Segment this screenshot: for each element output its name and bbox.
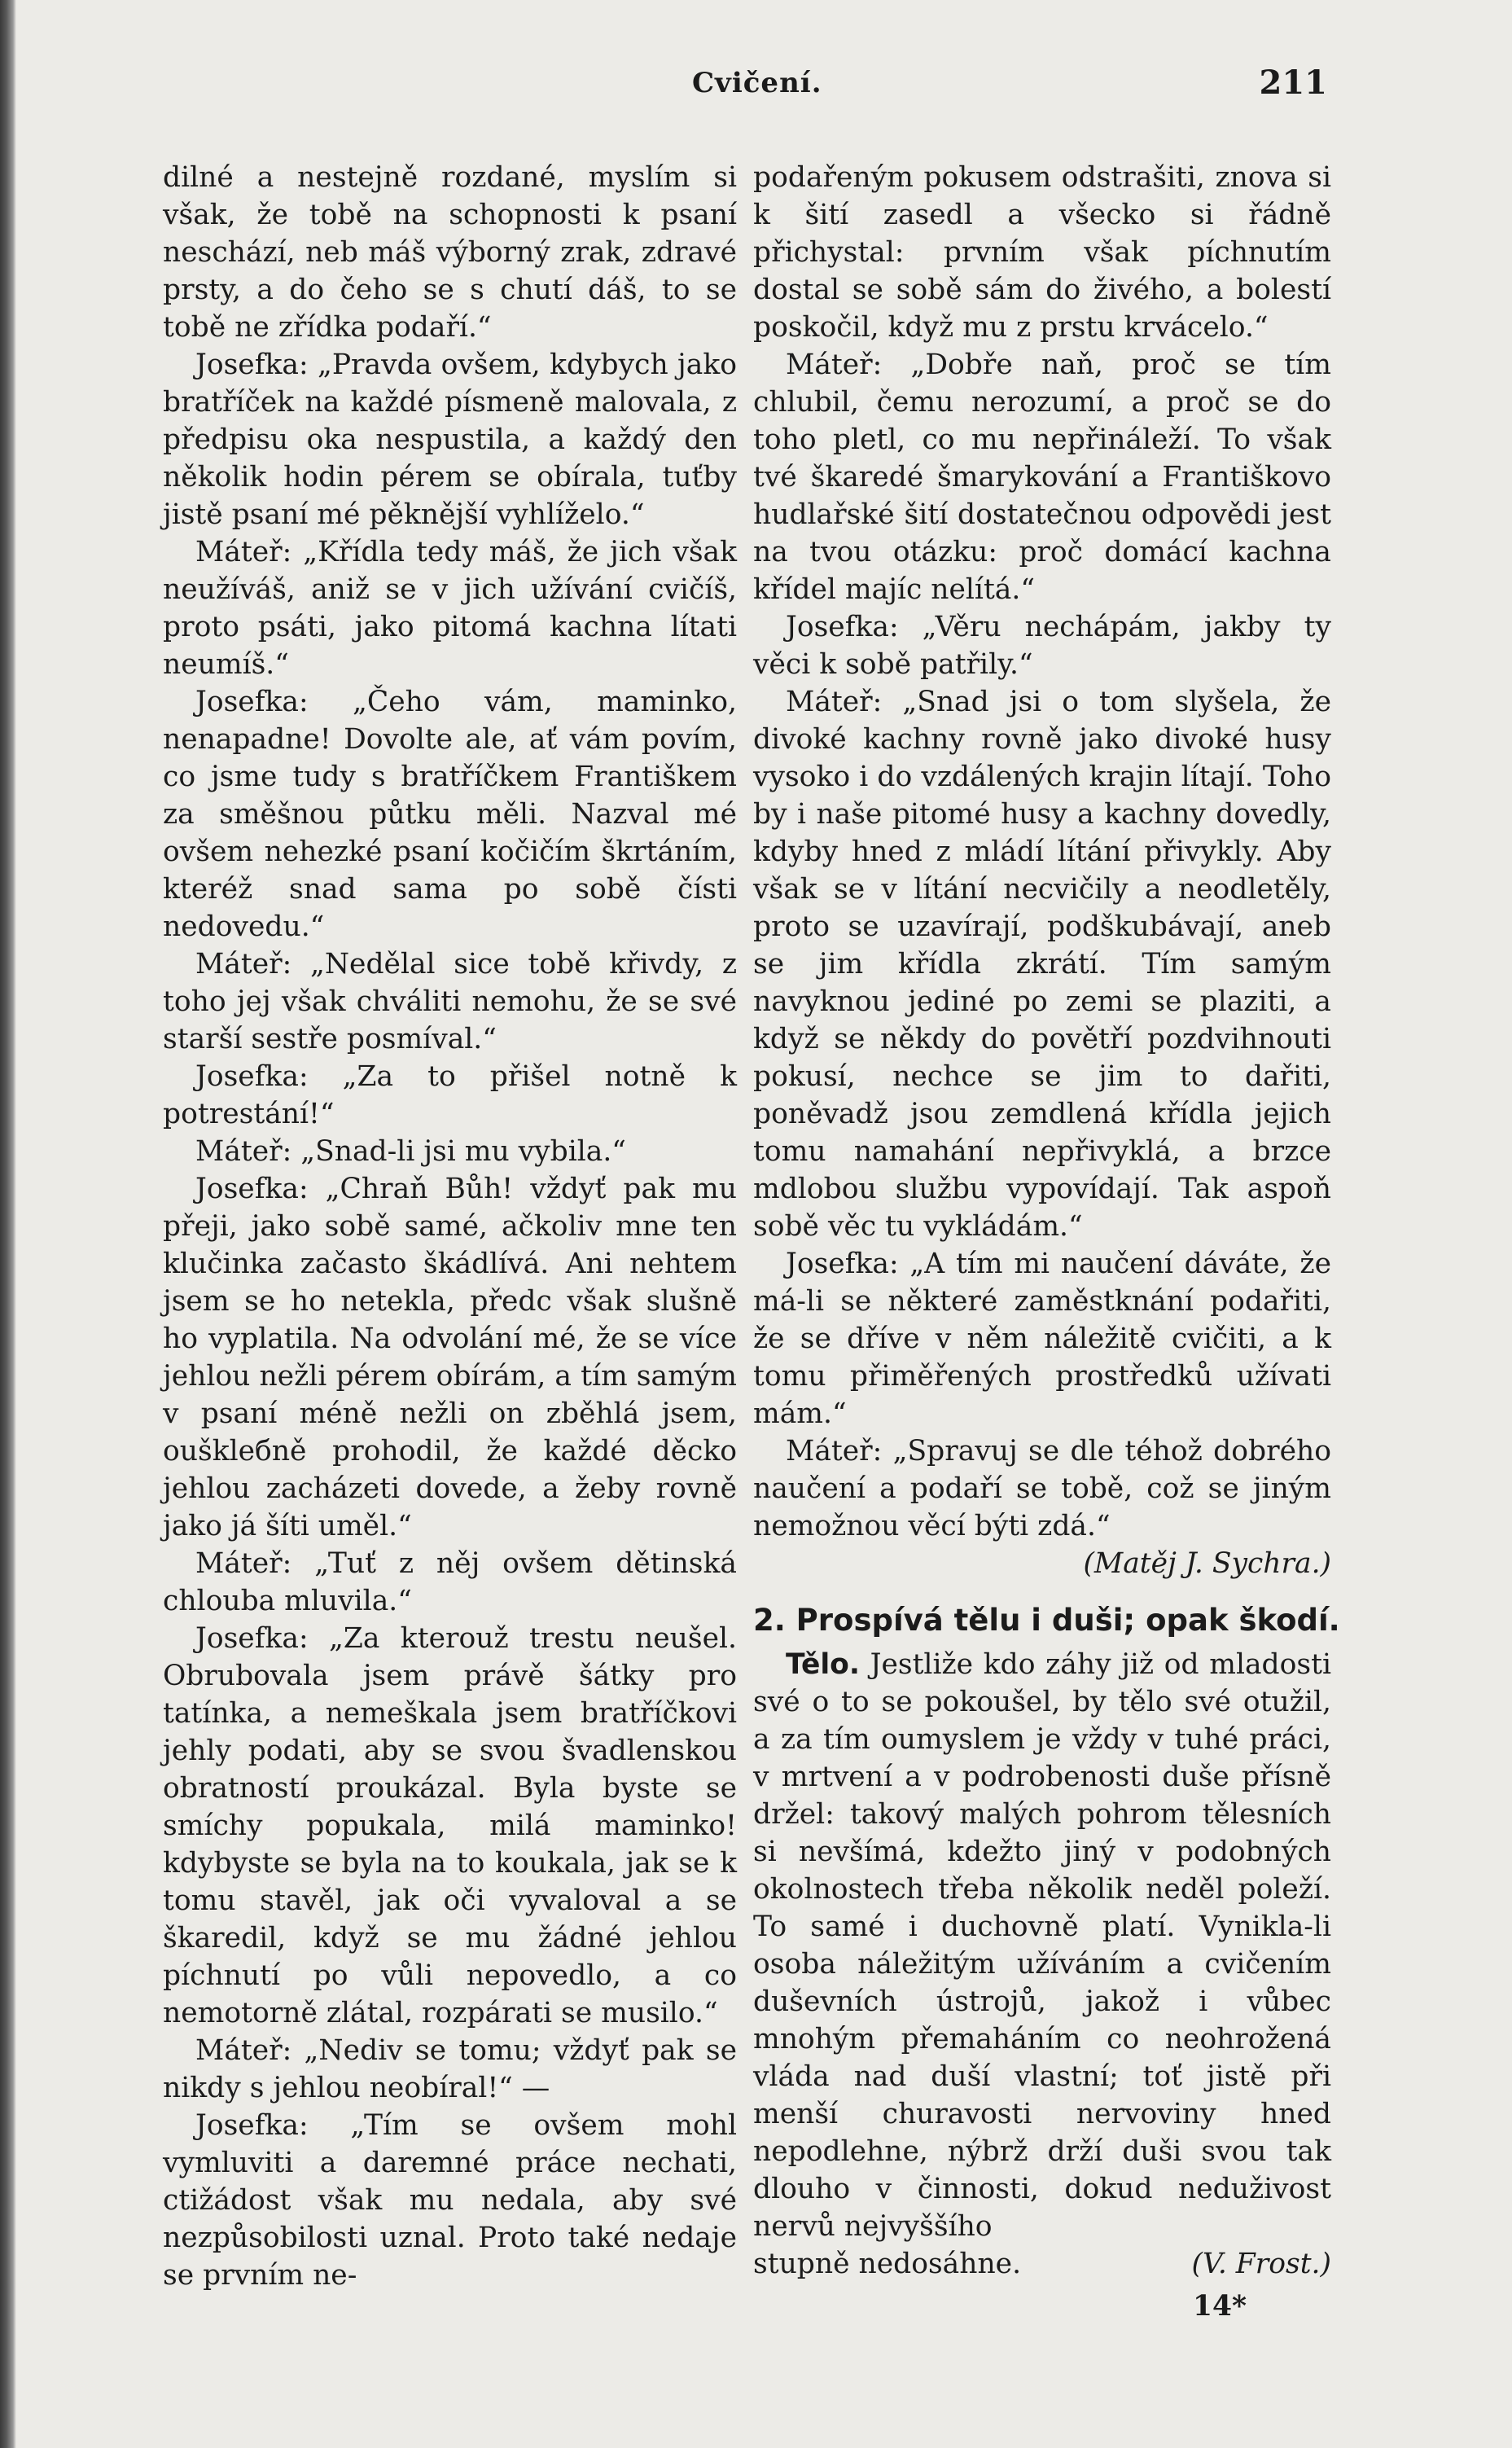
paragraph: Máteř: „Snad jsi o tom slyšela, že divoké kachny rovně jako divoké husy vysoko i do vzdálených krajin lítají. Toho by i naše pitomé husy a kachny dovedly, kdyby hned z mládí lítání přivykly. Aby však se v lítání necvičily a neodletěly, proto se uzavírají, podškubávají, aneb se jim křídla zkrátí. Tím samým navyknou jediné po zemi se plaziti, a když se někdy do povětří pozdvihnouti pokusí, nechce se jim to dařiti, poněvadž jsou zemdlená křídla jejich tomu namahání nepřivyklá, a brzce mdlobou službu vypovídají. Tak aspoň sobě věc tu vykládám.“ xyxy=(753,686,1331,1243)
section-heading: 2. Prospívá tělu i duši; opak škodí. xyxy=(753,1603,1340,1638)
paragraph: dilné a nestejně rozdané, myslím si však, že tobě na schopnosti k psaní neschází, neb máš výborný zrak, zdravé prsty, a do čeho se s chutí dáš, to se tobě ne zřídka podaří.“ xyxy=(163,161,737,344)
paragraph: Máteř: „Nediv se tomu; vždyť pak se nikdy s jehlou neobíral!“ — xyxy=(163,2034,737,2104)
paragraph: Josefka: „Za to přišel notně k potrestání!“ xyxy=(163,1060,737,1130)
running-title: Cvičení. xyxy=(692,67,822,99)
sheet-signature-mark: 14* xyxy=(1193,2290,1247,2323)
book-binding-edge xyxy=(0,0,16,2448)
running-header xyxy=(163,64,1327,116)
section-last-line: stupně nedosáhne. xyxy=(753,2248,1022,2280)
paragraph: Josefka: „Čeho vám, maminko, nenapadne! Dovolte ale, ať vám povím, co jsme tudy s bratříčkem Františkem za směšnou půtku měli. Nazval mé ovšem nehezké psaní kočičím škrtáním, kteréž snad sama po sobě čísti nedovedu.“ xyxy=(163,686,737,943)
paragraph: Josefka: „Věru nechápám, jakby ty věci k sobě patřily.“ xyxy=(753,611,1331,681)
paragraph: Máteř: „Dobře naň, proč se tím chlubil, čemu nerozumí, a proč se do toho pletl, co mu nepřináleží. To však tvé škaredé šmarykování a Františkovo hudlařské šití dostatečnou odpovědi jest na tvou otázku: proč domácí kachna křídel majíc nelítá.“ xyxy=(753,349,1331,606)
paragraph: Máteř: „Nedělal sice tobě křivdy, z toho jej však chváliti nemohu, že se své starší sestře posmíval.“ xyxy=(163,948,737,1055)
paragraph: Máteř: „Křídla tedy máš, že jich však neužíváš, aniž se v jich užívání cvičíš, proto psáti, jako pitomá kachna lítati neumíš.“ xyxy=(163,536,737,681)
paragraph: Josefka: „Chraň Bůh! vždyť pak mu přeji, jako sobě samé, ačkoliv mne ten klučinka začasto škádlívá. Ani nehtem jsem se ho netekla, předc však slušně ho vyplatila. Na odvolání mé, že se více jehlou nežli pérem obírám, a tím samým v psaní méně nežli on zběhlá jsem, ouškleбně prohodil, že každé děcko jehlou zacházeti dovede, a žeby rovně jako já šíti uměl.“ xyxy=(163,1173,737,1542)
paragraph: Josefka: „A tím mi naučení dáváte, že má-li se některé zaměstknání podařiti, že se dříve v něm náležitě cvičiti, a k tomu přiměřených prostředků užívati mám.“ xyxy=(753,1248,1331,1430)
section-paragraph xyxy=(753,1646,1331,2245)
section-closing-line xyxy=(753,2245,1331,2283)
paragraph: Máteř: „Spravuj se dle téhož dobrého naučení a podaří se tobě, což se jiným nemožnou věcí býti zdá.“ xyxy=(753,1435,1331,1542)
right-column xyxy=(753,159,1340,2325)
page-number: 211 xyxy=(1259,64,1327,102)
paragraph: podařeným pokusem odstrašiti, znova si k šití zasedl a všecko si řádně přichystal: prvním však píchnutím dostal se sobě sám do živého, a bolestí poskočil, když mu z prstu krvácelo.“ xyxy=(753,161,1331,344)
paragraph: Josefka: „Za kterouž trestu neušel. Obrubovala jsem právě šátky pro tatínka, a nemeškala jsem bratříčkovi jehly podati, aby se svou švadlenskou obratností proukázal. Byla byste se smíchy popukala, milá maminko! kdybyste se byla na to koukala, jak se k tomu stavěl, jak oči vyvaloval a se škaredil, když se mu žádné jehlou píchnutí po vůli nepovedlo, a co nemotorně zlátal, rozpárati se musilo.“ xyxy=(163,1622,737,2029)
paragraph: Máteř: „Snad-li jsi mu vybila.“ xyxy=(195,1135,626,1168)
paragraph: Josefka: „Pravda ovšem, kdybych jako bratříček na každé písmeně malovala, z předpisu oka nespustila, a každý den několik hodin pérem se obírala, tuťby jistě psaní mé pěknější vyhlíželo.“ xyxy=(163,349,737,531)
paragraph: Máteř: „Tuť z něj ovšem dětinská chlouba mluvila.“ xyxy=(163,1547,737,1617)
author-signature: (Matěj J. Sychra.) xyxy=(1083,1547,1331,1580)
left-column xyxy=(163,159,737,2294)
section-body-text: Jestliže kdo záhy již od mladosti své o to se pokoušel, by tělo své otužil, a za tím oumyslem je vždy v tuhé práci, v mrtvení a v podrobenosti duše přísně držel: takový malých pohrom tělesních si nevšímá, kdežto jiný v podobných okolnostech třeba několik neděl poleží. To samé i duchovně platí. Vynikla-li osoba náležitým užíváním a cvičením duševních ústrojů, jakož i vůbec mnohým přemaháním co neohrožená vláda nad duší vlastní; toť jistě při menší churavosti nervoviny hned nepodlehne, nýbrž drží duši svou tak dlouho v činnosti, dokud neduživost nervů nejvyššího xyxy=(753,1648,1331,2243)
section-signature: (V. Frost.) xyxy=(1191,2248,1331,2280)
section-lead-word: Tělo. xyxy=(786,1648,860,1681)
paragraph: Josefka: „Tím se ovšem mohl vymluviti a daremné práce nechati, ctižádost však mu nedala, aby své nezpůsobilosti uznal. Proto také nedaje se prvním ne- xyxy=(163,2109,737,2292)
